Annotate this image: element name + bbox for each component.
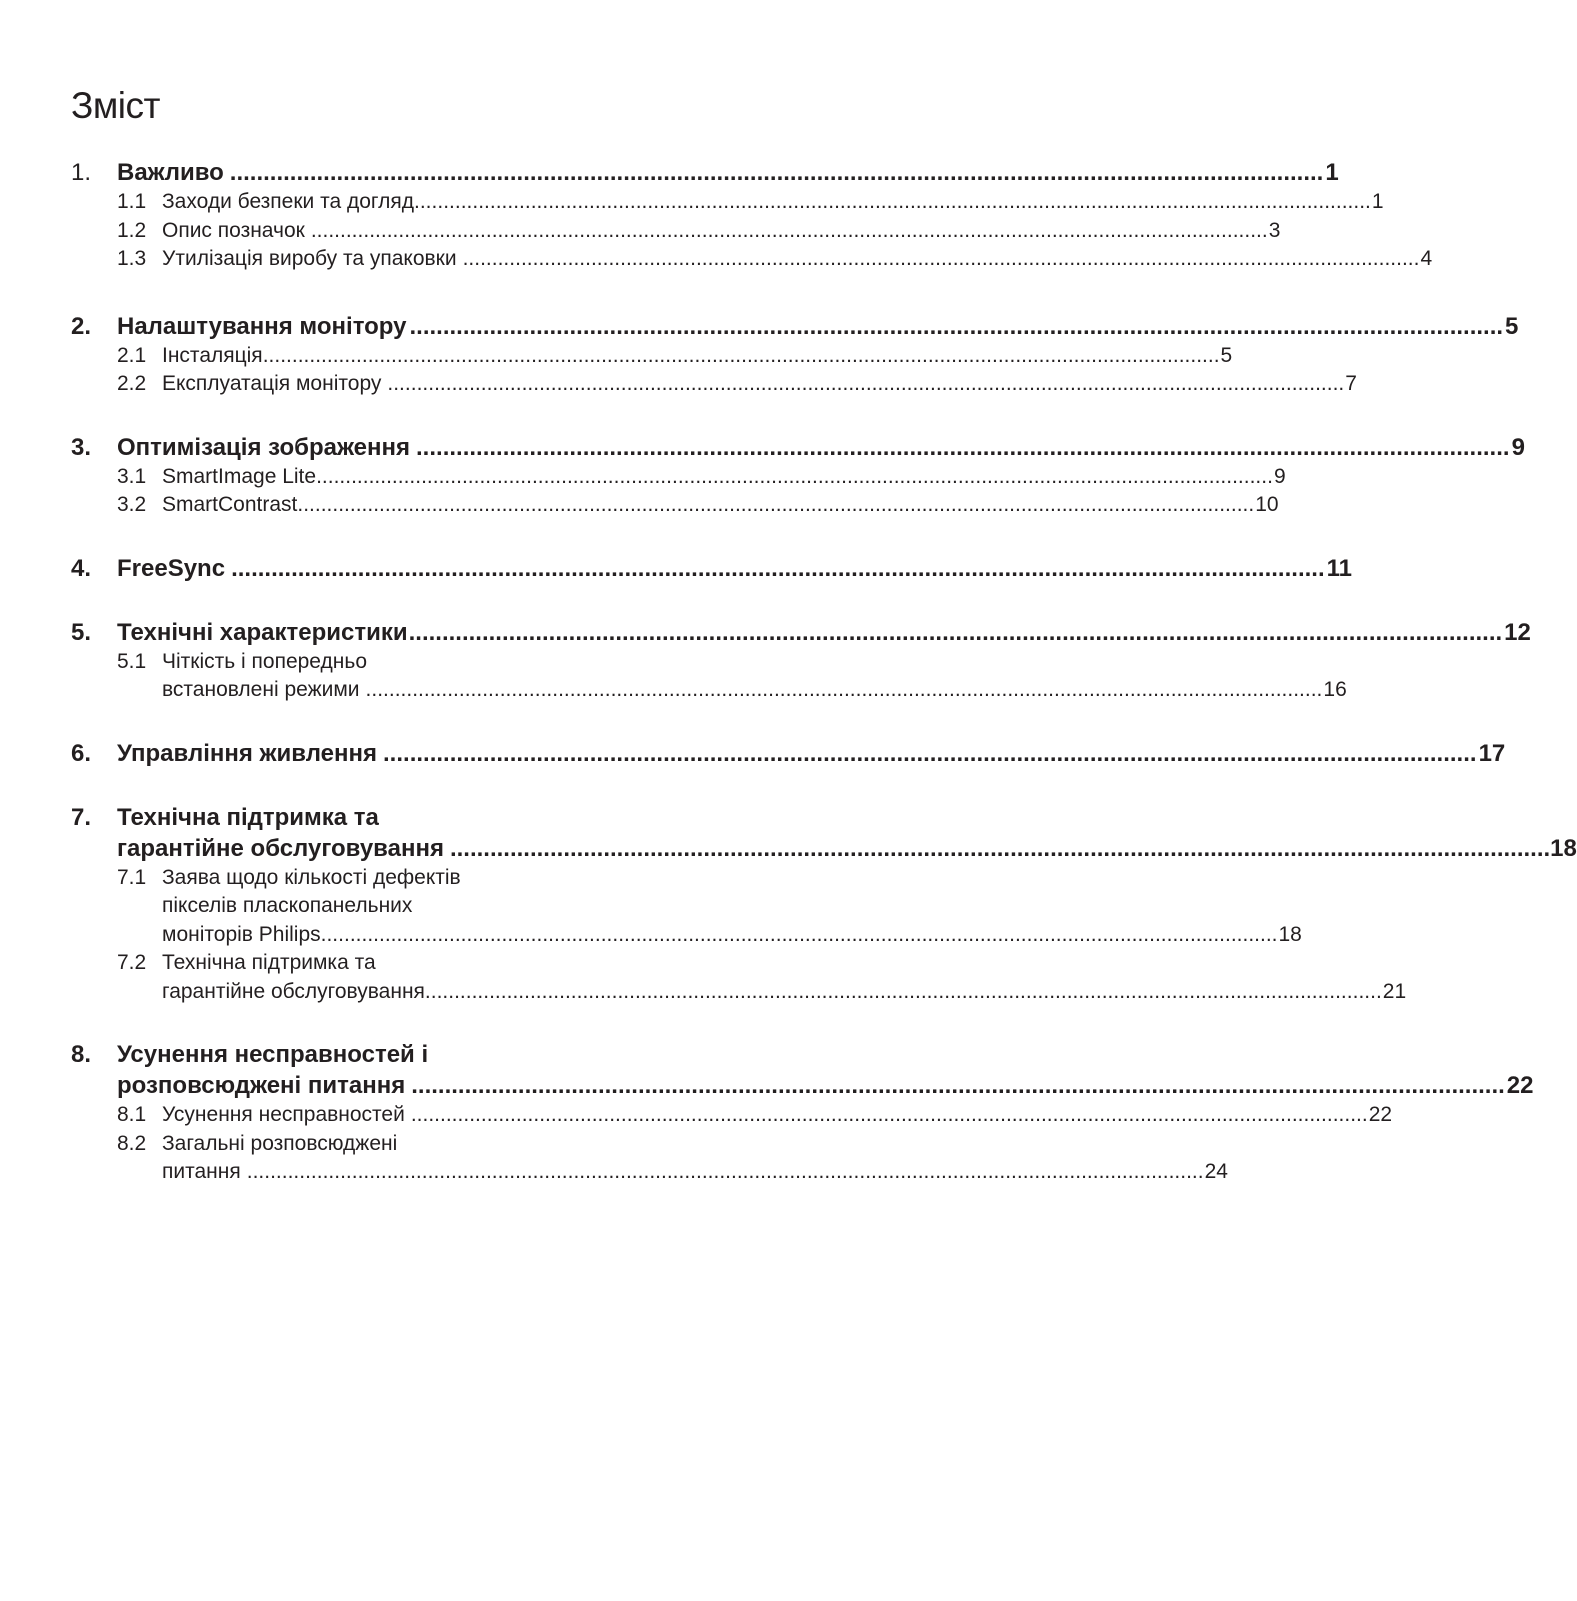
toc-entry-2-2[interactable] <box>71 370 1357 399</box>
subsection-title: Усунення несправностей <box>162 1103 405 1126</box>
subsection-title-line-2: встановлені режими <box>162 678 360 701</box>
section-title: Налаштування монітору <box>117 312 407 340</box>
toc-section-7 <box>71 802 1577 1007</box>
subsection-number: 1.2 <box>117 218 147 242</box>
page-number: 5 <box>1220 343 1233 367</box>
page-number: 9 <box>1273 464 1286 488</box>
subsection-title-line-1: Загальні розповсюджені <box>162 1131 398 1155</box>
page-number: 7 <box>1345 372 1357 395</box>
dot-leader <box>231 553 1325 584</box>
section-title-line-2: гарантійне обслуговування <box>117 834 444 862</box>
toc-entry-8-1[interactable] <box>71 1101 1393 1130</box>
toc-entry-8[interactable] <box>71 1039 1534 1101</box>
toc-entry-6[interactable] <box>71 738 1506 769</box>
subsection-number: 7.1 <box>117 865 147 889</box>
toc-entry-8-2[interactable] <box>71 1130 1228 1187</box>
subsection-number: 3.2 <box>117 493 147 516</box>
dot-leader <box>409 617 1503 648</box>
section-number: 4. <box>71 554 92 582</box>
section-title-line-1: Усунення несправностей і <box>117 1041 429 1068</box>
subsection-title-line-1: Чіткість і попередньо <box>162 649 367 673</box>
subsection-number: 1.3 <box>117 247 147 270</box>
page-number: 16 <box>1323 678 1347 701</box>
toc-entry-1[interactable] <box>71 157 1339 188</box>
page-number: 11 <box>1326 554 1352 582</box>
section-title-line-1: Технічна підтримка та <box>117 803 379 831</box>
table-of-contents <box>71 157 1577 1220</box>
toc-section-8 <box>71 1039 1534 1187</box>
subsection-number: 1.1 <box>117 190 147 213</box>
subsection-title: Утилізація виробу та упаковки <box>162 247 457 270</box>
page-number: 3 <box>1268 218 1281 242</box>
page-number: 22 <box>1506 1072 1534 1099</box>
subsection-title-line-2: питання <box>162 1160 241 1183</box>
subsection-title: SmartImage Lite <box>162 464 317 488</box>
toc-entry-5-1[interactable] <box>71 648 1347 705</box>
page-number: 18 <box>1278 922 1302 946</box>
subsection-number: 2.2 <box>117 372 147 395</box>
subsection-title-line-1: Заява щодо кількості дефектів <box>162 865 461 889</box>
toc-entry-1-3[interactable] <box>71 245 1433 274</box>
dot-leader <box>416 432 1510 463</box>
toc-entry-7[interactable] <box>71 802 1577 864</box>
toc-section-6 <box>71 738 1506 769</box>
page-number: 10 <box>1255 493 1279 516</box>
dot-leader <box>321 921 1278 950</box>
dot-leader <box>297 491 1254 520</box>
page-number: 12 <box>1504 618 1531 646</box>
subsection-number: 5.1 <box>117 649 147 673</box>
section-number: 3. <box>71 433 92 461</box>
subsection-number: 8.1 <box>117 1103 147 1126</box>
toc-entry-3[interactable] <box>71 432 1525 463</box>
dot-leader <box>263 342 1220 371</box>
section-number: 1. <box>71 159 92 186</box>
section-title: Оптимізація зображення <box>117 433 411 461</box>
subsection-title-line-2: гарантійне обслуговування <box>162 979 425 1003</box>
page-number: 5 <box>1505 312 1519 340</box>
section-number: 5. <box>71 618 92 646</box>
page-number: 21 <box>1382 979 1407 1003</box>
section-title-line-2: розповсюджені питання <box>117 1072 406 1099</box>
toc-entry-2[interactable] <box>71 311 1519 342</box>
dot-leader: . ..... <box>450 833 1550 864</box>
page-number: 18 <box>1550 834 1577 862</box>
page-number: 24 <box>1204 1160 1228 1183</box>
toc-entry-1-1[interactable] <box>71 188 1384 217</box>
section-title: Управління живлення <box>117 739 378 767</box>
toc-entry-3-2[interactable] <box>71 491 1279 520</box>
toc-section-2 <box>71 311 1519 399</box>
page-title: Зміст <box>71 85 160 126</box>
dot-leader <box>409 311 1503 342</box>
toc-entry-4[interactable] <box>71 553 1352 584</box>
section-title: Важливо <box>117 159 224 186</box>
dot-leader <box>316 463 1273 492</box>
section-number: 6. <box>71 739 92 767</box>
toc-entry-3-1[interactable] <box>71 463 1286 492</box>
toc-section-1 <box>71 157 1433 274</box>
page-number: 17 <box>1478 739 1506 767</box>
dot-leader <box>383 738 1477 769</box>
dot-leader <box>411 1101 1368 1130</box>
dot-leader <box>311 217 1268 246</box>
subsection-title: Експлуатація монітору <box>162 372 382 395</box>
toc-section-3 <box>71 432 1525 520</box>
toc-section-4 <box>71 553 1352 584</box>
section-number: 7. <box>71 803 92 831</box>
subsection-title: SmartContrast <box>162 493 298 516</box>
dot-leader <box>230 157 1324 188</box>
toc-entry-7-1[interactable] <box>71 864 1302 950</box>
subsection-title-line-2: пікселів пласкопанельних <box>162 894 413 917</box>
toc-entry-5[interactable] <box>71 617 1531 648</box>
subsection-title-line-1: Технічна підтримка та <box>162 951 376 974</box>
section-number: 8. <box>71 1041 92 1068</box>
dot-leader <box>247 1158 1204 1187</box>
subsection-title-line-3: моніторів Philips <box>162 922 321 946</box>
subsection-number: 2.1 <box>117 343 147 367</box>
dot-leader <box>414 188 1371 217</box>
subsection-number: 7.2 <box>117 951 147 974</box>
dot-leader <box>411 1070 1505 1101</box>
subsection-number: 3.1 <box>117 464 147 488</box>
section-title: FreeSync <box>117 554 226 582</box>
page-number: 1 <box>1325 159 1339 186</box>
dot-leader <box>425 978 1382 1007</box>
dot-leader <box>387 370 1344 399</box>
page-number: 1 <box>1371 190 1384 213</box>
toc-section-5 <box>71 617 1531 705</box>
toc-entry-1-2[interactable] <box>71 217 1281 246</box>
subsection-title: Заходи безпеки та догляд <box>162 190 415 213</box>
toc-entry-7-2[interactable] <box>71 949 1407 1006</box>
subsection-title: Опис позначок <box>162 218 305 242</box>
dot-leader <box>366 676 1323 705</box>
toc-entry-2-1[interactable] <box>71 342 1233 371</box>
page-number: 22 <box>1368 1103 1393 1126</box>
subsection-title: Інсталяція <box>162 343 263 367</box>
dot-leader <box>463 245 1420 274</box>
page-number: 4 <box>1420 247 1433 270</box>
section-title: Технічні характеристики <box>117 618 408 646</box>
subsection-number: 8.2 <box>117 1131 147 1155</box>
section-number: 2. <box>71 312 92 340</box>
page-number: 9 <box>1511 433 1525 461</box>
